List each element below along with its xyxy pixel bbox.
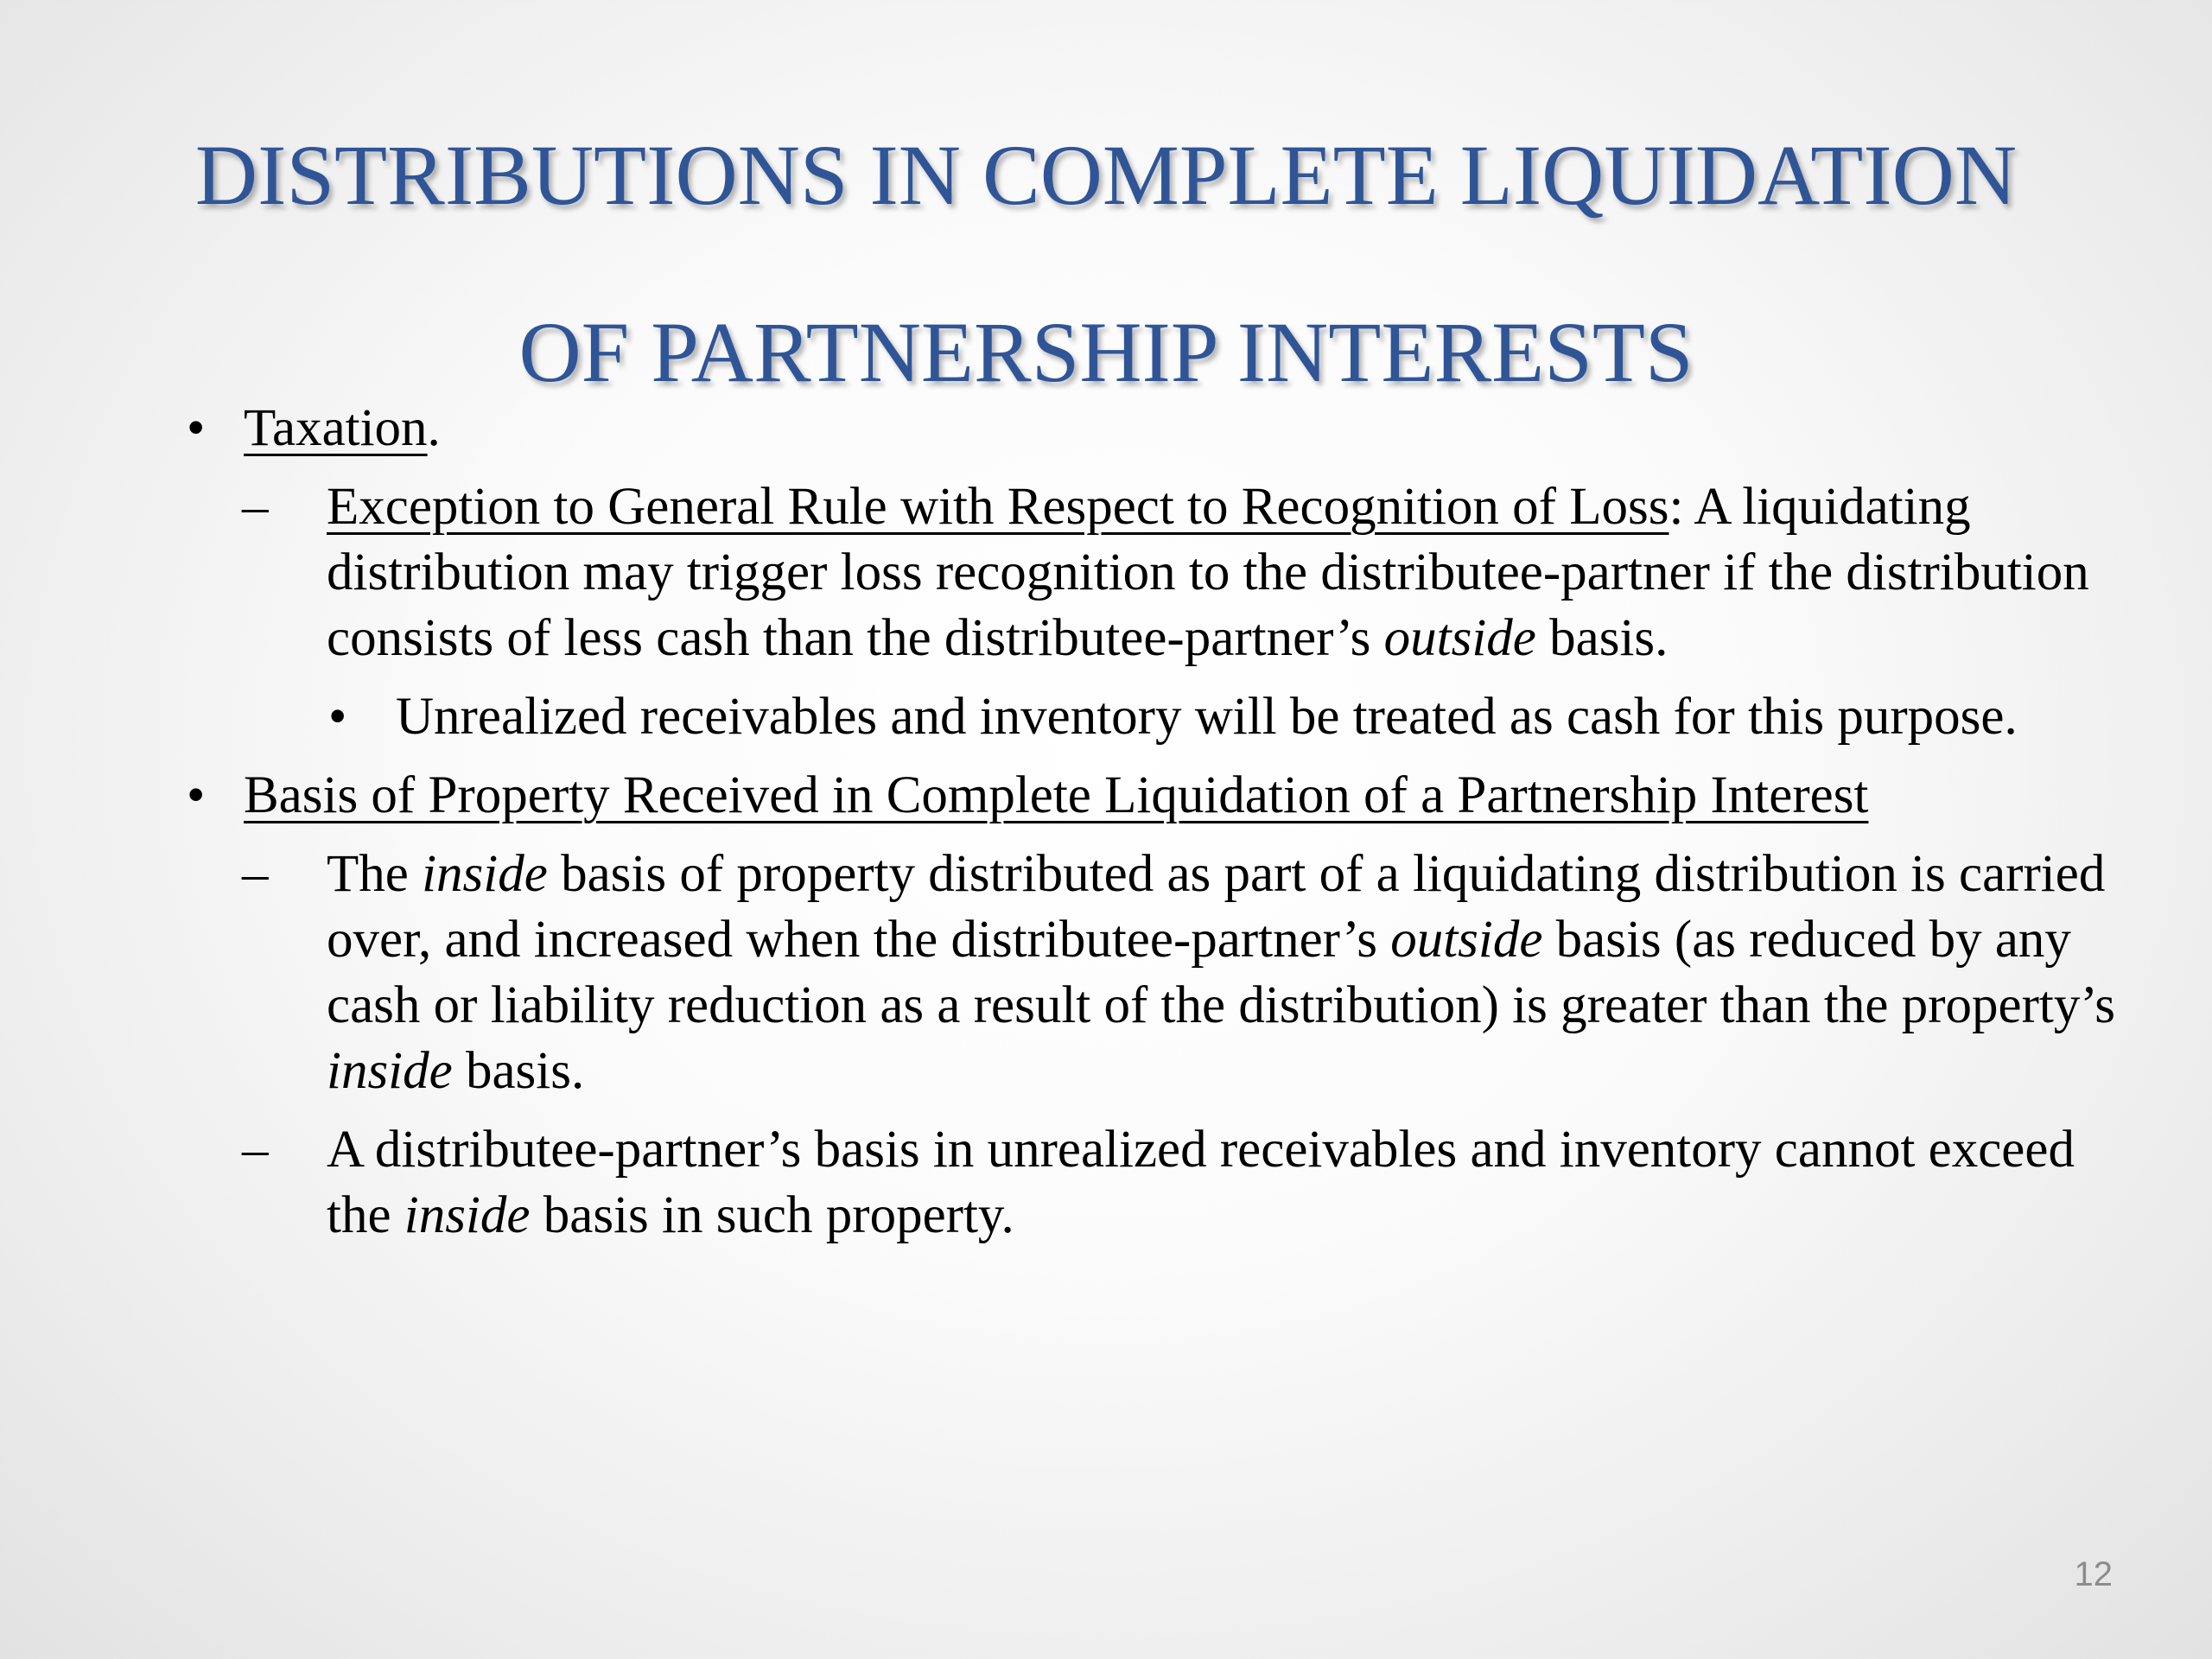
subbullet-text: : A liquidating distribution may trigger loss recognition to the distributee-partner if the distribution consists of less cash than the distributee-partner’s bbox=[327, 478, 2089, 667]
bullet-taxation bbox=[181, 396, 2100, 461]
subbullet-text: The bbox=[327, 845, 423, 903]
italic-term: outside bbox=[1383, 609, 1536, 667]
bullet-marker: • bbox=[187, 766, 206, 824]
bullet-heading-taxation: Taxation bbox=[244, 399, 428, 457]
bullet-marker: • bbox=[328, 688, 347, 746]
slide-title-line-1: DISTRIBUTIONS IN COMPLETE LIQUIDATION bbox=[194, 127, 2018, 223]
page-number: 12 bbox=[2074, 1555, 2113, 1593]
dash-marker: – bbox=[242, 478, 269, 536]
slide-body bbox=[181, 396, 2116, 1262]
bullet-marker: • bbox=[187, 399, 206, 457]
subbullet-heading-loss-exception: Exception to General Rule with Respect to Recognition of Loss bbox=[327, 478, 1669, 536]
subbullet-text: basis. bbox=[1535, 609, 1669, 667]
subbullet-text: basis in such property. bbox=[530, 1186, 1014, 1244]
subbullet-inside-basis bbox=[181, 842, 2176, 1104]
subbullet-loss-exception bbox=[181, 474, 2133, 671]
italic-term: inside bbox=[422, 845, 548, 903]
subbullet-text: A distributee-partner’s basis in unrealized receivables and inventory cannot exceed the bbox=[327, 1121, 2075, 1244]
dash-marker: – bbox=[242, 1121, 269, 1179]
subbullet-receivables-basis-limit bbox=[181, 1117, 2124, 1249]
bullet-heading-basis: Basis of Property Received in Complete Liquidation of a Partnership Interest bbox=[244, 766, 1869, 824]
slide-title bbox=[121, 86, 2091, 441]
subsubbullet-unrealized-receivables bbox=[181, 684, 2212, 750]
italic-term: inside bbox=[404, 1186, 531, 1244]
subbullet-text: basis of property distributed as part of a liquidating distribution is carried over, and increased when the distributee-partner’s bbox=[327, 845, 2106, 969]
subbullet-text: basis. bbox=[452, 1042, 585, 1100]
italic-term: inside bbox=[327, 1042, 453, 1100]
italic-term: outside bbox=[1390, 911, 1543, 969]
subsubbullet-text: Unrealized receivables and inventory will be treated as cash for this purpose. bbox=[396, 688, 2018, 746]
bullet-punctuation: . bbox=[427, 399, 441, 457]
slide-title-line-2: OF PARTNERSHIP INTERESTS bbox=[518, 304, 1694, 400]
dash-marker: – bbox=[242, 845, 269, 903]
subbullet-text: basis (as reduced by any cash or liability reduction as a result of the distribution) is greater than the property’s bbox=[327, 911, 2116, 1034]
bullet-basis-of-property bbox=[181, 763, 2041, 829]
